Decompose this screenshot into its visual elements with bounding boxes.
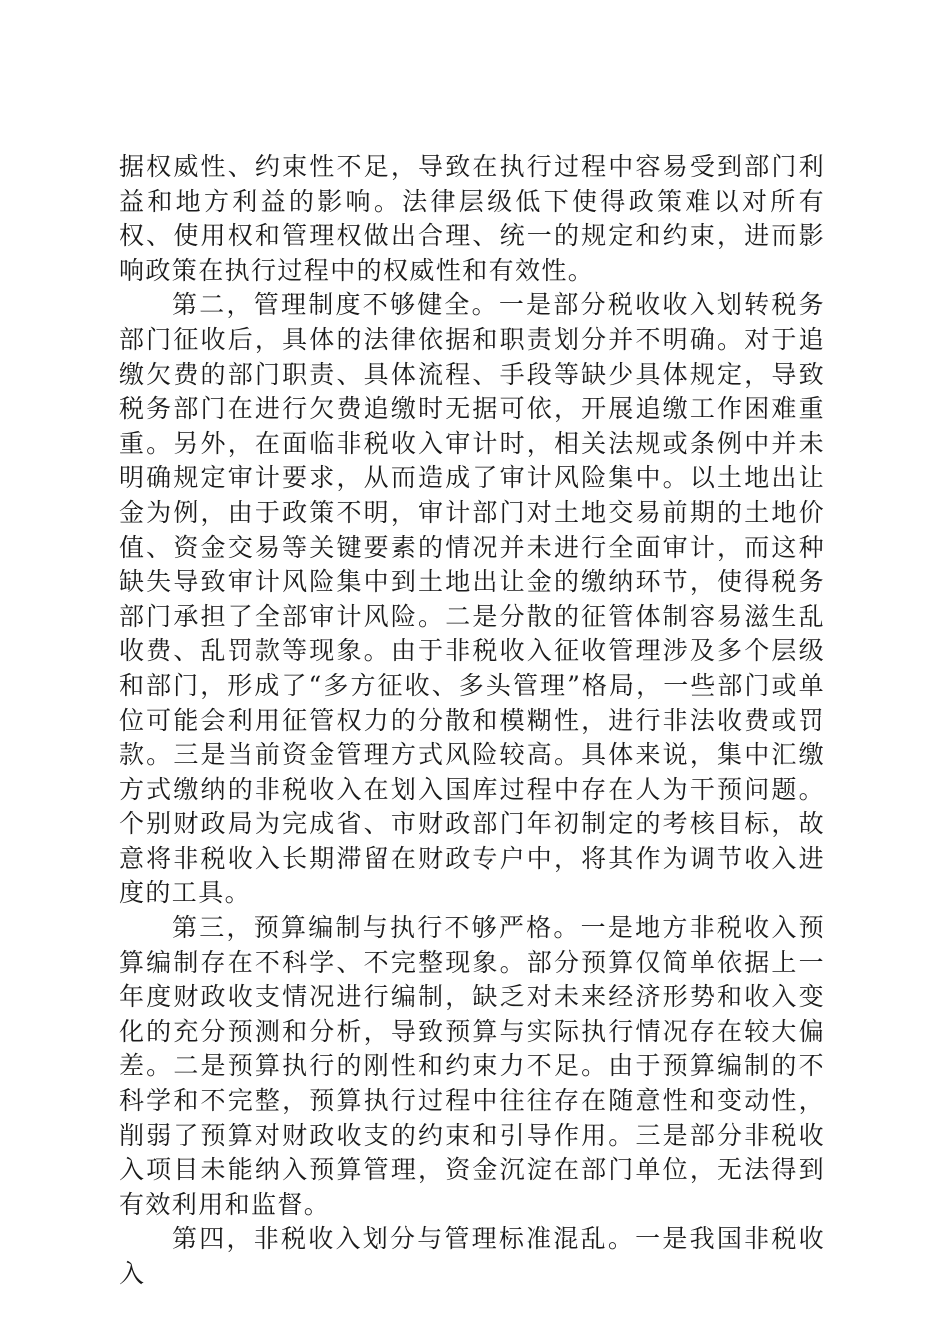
paragraph-management-system: 第二，管理制度不够健全。一是部分税收收入划转税务部门征收后，具体的法律依据和职责划分并不明确。对于追缴欠费的部门职责、具体流程、手段等缺少具体规定，导致税务部门在进行欠费追缴时无据可依，开展追缴工作困难重重。另外，在面临非税收入审计时，相关法规或条例中并未明确规定审计要求，从而造成了审计风险集中。以土地出让金为例，由于政策不明，审计部门对土地交易前期的土地价值、资金交易等关键要素的情况并未进行全面审计，而这种缺失导致审计风险集中到土地出让金的缴纳环节，使得税务部门承担了全部审计风险。二是分散的征管体制容易滋生乱收费、乱罚款等现象。由于非税收入征收管理涉及多个层级和部门，形成了“多方征收、多头管理”格局，一些部门或单位可能会利用征管权力的分散和模糊性，进行非法收费或罚款。三是当前资金管理方式风险较高。具体来说，集中汇缴方式缴纳的非税收入在划入国库过程中存在人为干预问题。个别财政局为完成省、市财政部门年初制定的考核目标，故意将非税收入长期滞留在财政专户中，将其作为调节收入进度的工具。 [119,290,825,908]
paragraph-classification-standards: 第四，非税收入划分与管理标准混乱。一是我国非税收入 [119,1224,825,1288]
paragraph-legal-authority: 据权威性、约束性不足，导致在执行过程中容易受到部门利益和地方利益的影响。法律层级低下使得政策难以对所有权、使用权和管理权做出合理、统一的规定和约束，进而影响政策在执行过程中的权威性和有效性。 [119,152,825,285]
paragraph-budget-compilation: 第三，预算编制与执行不够严格。一是地方非税收入预算编制存在不科学、不完整现象。部分预算仅简单依据上一年度财政收支情况进行编制，缺乏对未来经济形势和收入变化的充分预测和分析，导致预算与实际执行情况存在较大偏差。二是预算执行的刚性和约束力不足。由于预算编制的不科学和不完整，预算执行过程中往往存在随意性和变动性，削弱了预算对财政收支的约束和引导作用。三是部分非税收入项目未能纳入预算管理，资金沉淀在部门单位，无法得到有效利用和监督。 [119,913,825,1219]
document-page [119,150,825,1292]
